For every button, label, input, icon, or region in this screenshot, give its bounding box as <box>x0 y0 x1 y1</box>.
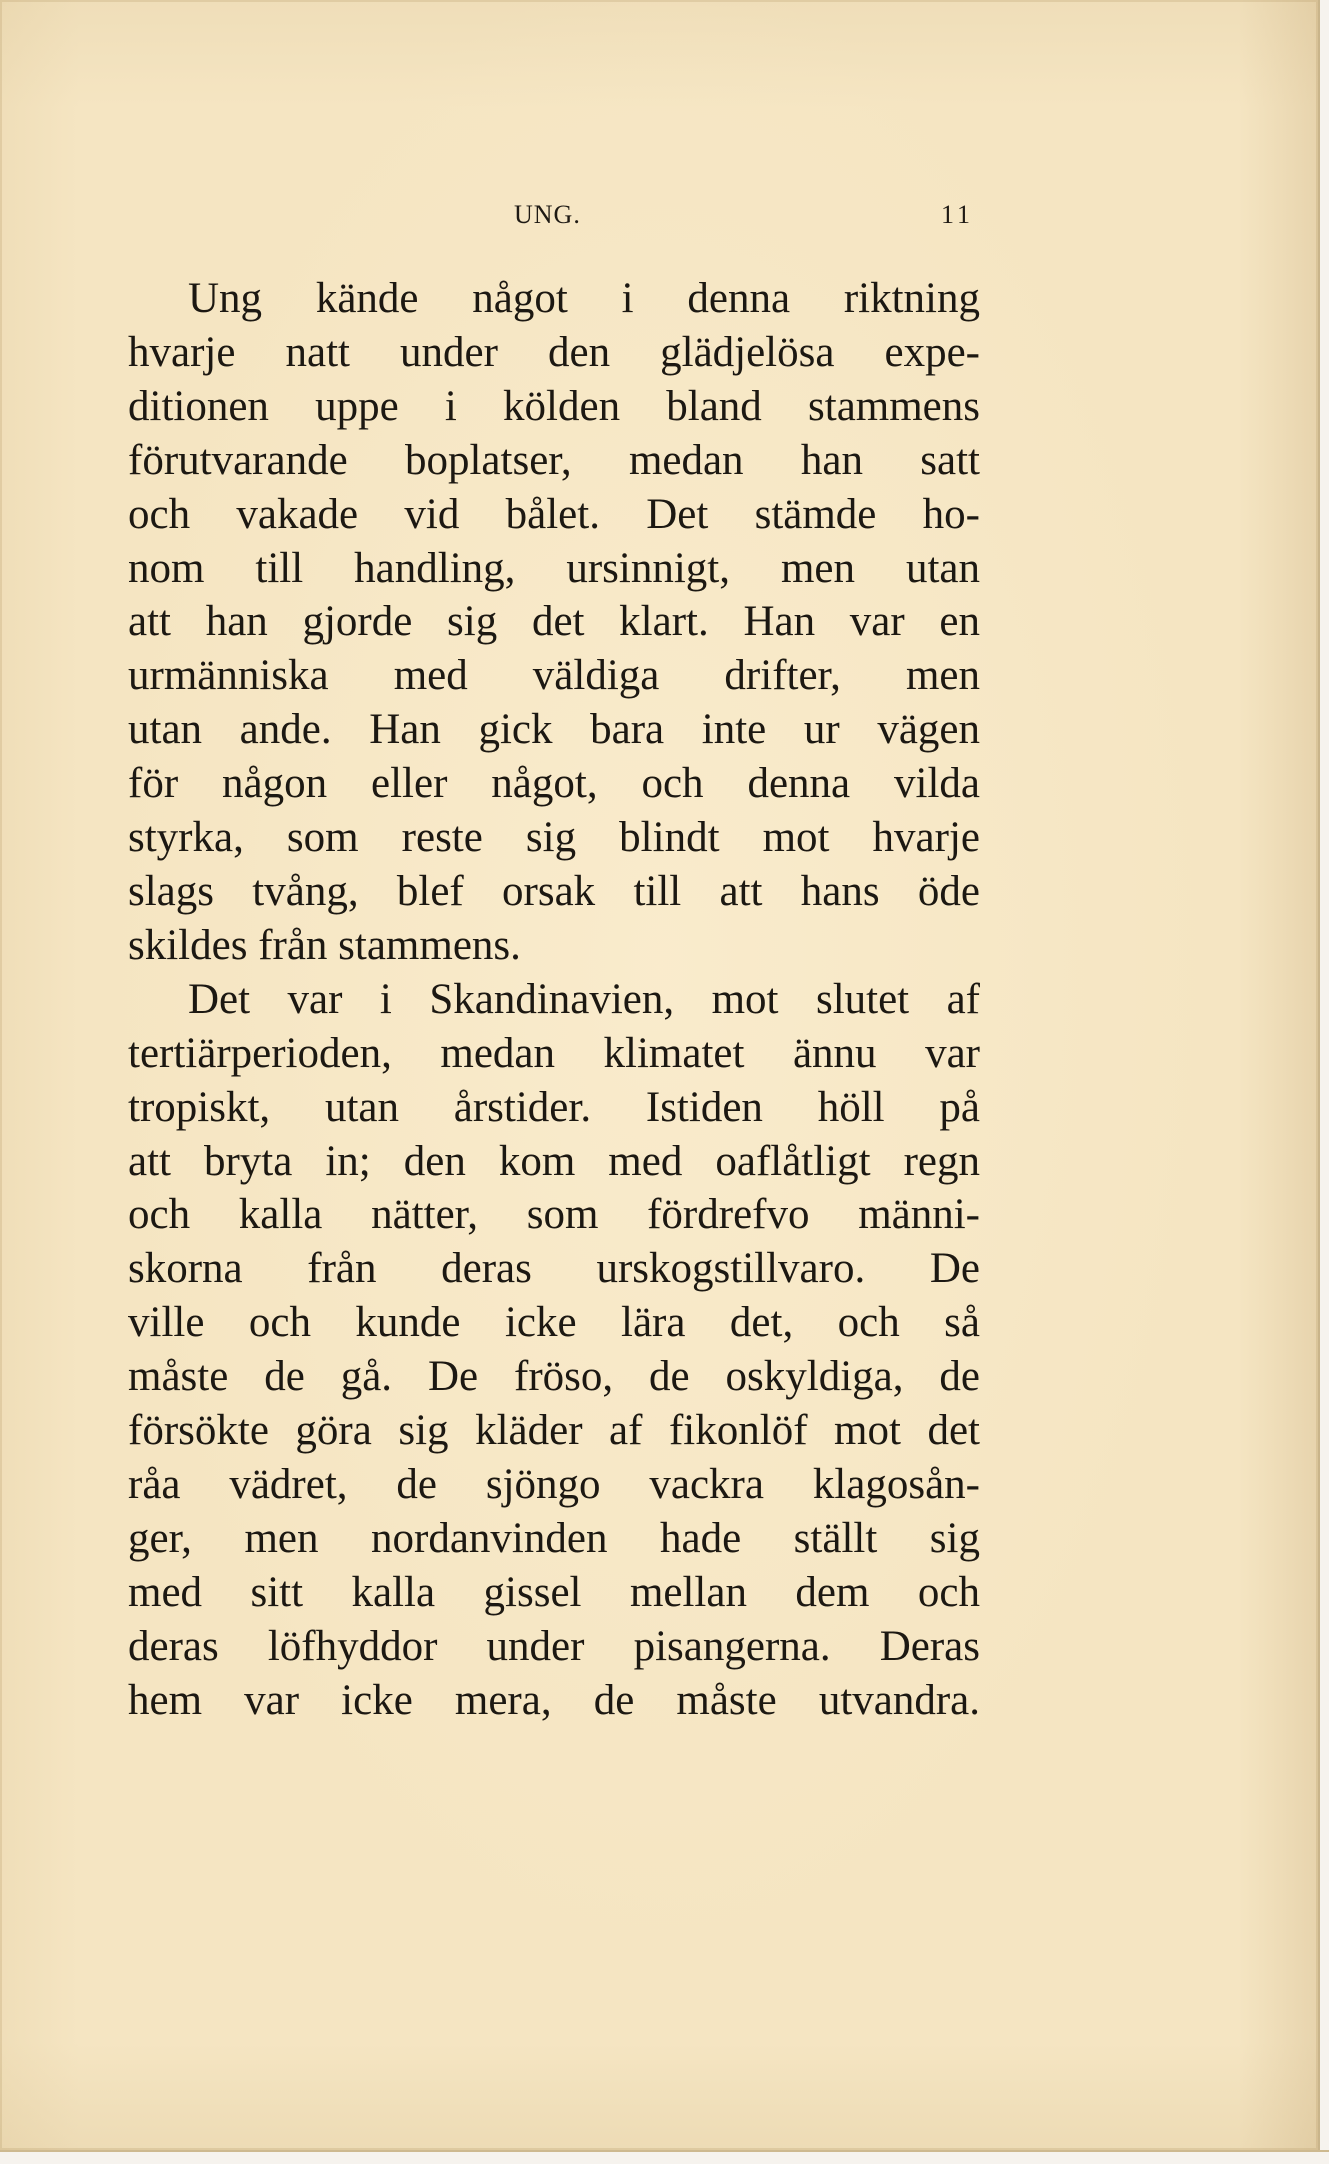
running-head: UNG. <box>514 200 581 229</box>
text-line: skorna från deras urskogstillvaro. De <box>128 1245 980 1293</box>
text-line: att bryta in; den kom med oaflåtligt regn <box>128 1137 980 1185</box>
page-edge-right <box>1318 0 1329 2162</box>
text-line: för någon eller något, och denna vilda <box>128 760 980 808</box>
text-line: ville och kunde icke lära det, och så <box>128 1299 980 1347</box>
text-line: och vakade vid bålet. Det stämde ho- <box>128 490 980 538</box>
page-number: 11 <box>940 200 974 229</box>
text-line: styrka, som reste sig blindt mot hvarje <box>128 814 980 862</box>
page-header <box>128 200 980 240</box>
text-line: deras löfhyddor under pisangerna. Deras <box>128 1622 980 1670</box>
text-line: skildes från stammens. <box>128 921 521 969</box>
body-text <box>128 272 980 1727</box>
text-line: utan ande. Han gick bara inte ur vägen <box>128 706 980 754</box>
text-line: ger, men nordanvinden hade ställt sig <box>128 1514 980 1562</box>
text-line: och kalla nätter, som fördrefvo männi- <box>128 1191 980 1239</box>
text-line: Ung kände något i denna riktning <box>188 275 980 322</box>
paragraph-1 <box>128 272 980 973</box>
text-line: Det var i Skandinavien, mot slutet af <box>188 975 980 1023</box>
text-line: råa vädret, de sjöngo vackra klagosån- <box>128 1460 980 1508</box>
paragraph-2 <box>128 973 980 1728</box>
text-line: måste de gå. De fröso, de oskyldiga, de <box>128 1353 980 1401</box>
text-line: tropiskt, utan årstider. Istiden höll på <box>128 1083 980 1131</box>
text-line: försökte göra sig kläder af fikonlöf mot det <box>128 1407 980 1455</box>
text-line: med sitt kalla gissel mellan dem och <box>128 1568 980 1616</box>
text-line: slags tvång, blef orsak till att hans öde <box>128 867 980 915</box>
text-line: hvarje natt under den glädjelösa expe- <box>128 328 980 376</box>
text-line: nom till handling, ursinnigt, men utan <box>128 544 980 592</box>
text-line: tertiärperioden, medan klimatet ännu var <box>128 1029 980 1077</box>
text-line: urmänniska med väldiga drifter, men <box>128 652 980 700</box>
text-line: ditionen uppe i kölden bland stammens <box>128 382 980 430</box>
text-line: att han gjorde sig det klart. Han var en <box>128 598 980 646</box>
text-line: förutvarande boplatser, medan han satt <box>128 436 980 484</box>
text-line: hem var icke mera, de måste utvandra. <box>128 1676 980 1724</box>
